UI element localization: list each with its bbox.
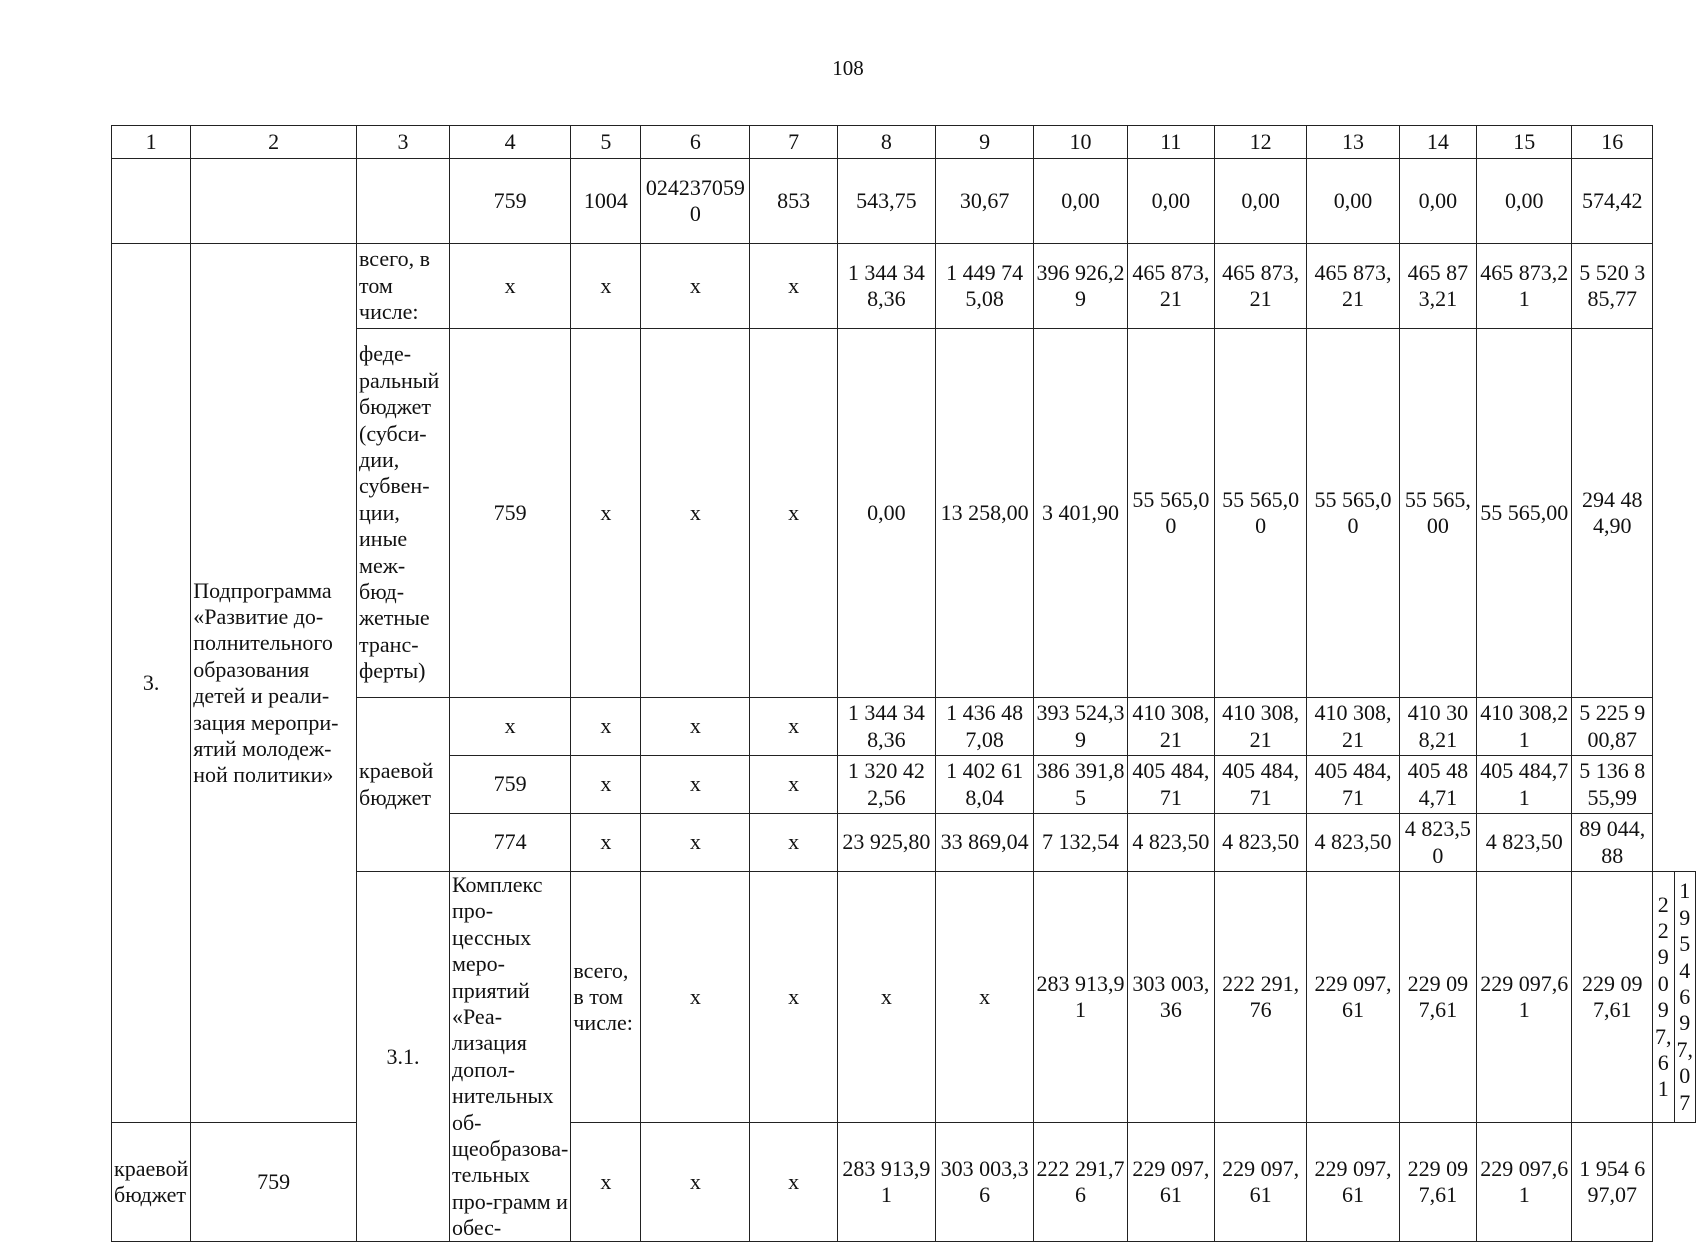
value-cell: 229 097,61 [1572,872,1653,1123]
header-cell: 1 [112,126,191,159]
value-cell: 465 873,21 [1127,244,1214,329]
value-cell: 5 136 855,99 [1572,756,1653,814]
value-cell: 55 565,00 [1215,329,1307,698]
grbs-code: 759 [191,1123,357,1242]
expense-type-code: x [750,1123,837,1242]
section-code: x [571,329,641,698]
value-cell: 4 823,50 [1215,814,1307,872]
value-cell: 1 402 618,04 [936,756,1034,814]
expense-type-code: x [750,814,837,872]
value-cell: 13 258,00 [936,329,1034,698]
value-cell: 5 225 900,87 [1572,698,1653,756]
value-cell: 405 484,71 [1127,756,1214,814]
target-code: 0242370590 [641,159,750,244]
grbs-code: 759 [449,329,570,698]
value-cell: 222 291,76 [1034,1123,1127,1242]
expense-type-code: x [750,329,837,698]
target-code: x [837,872,935,1123]
value-cell: 229 097,61 [1127,1123,1214,1242]
value-cell: 3 401,90 [1034,329,1127,698]
header-cell: 7 [750,126,837,159]
value-cell: 0,00 [1399,159,1476,244]
header-cell: 9 [936,126,1034,159]
section-code: x [571,698,641,756]
target-code: x [641,698,750,756]
value-cell: 1 449 745,08 [936,244,1034,329]
header-cell: 2 [191,126,357,159]
expense-type-code: 853 [750,159,837,244]
value-cell: 543,75 [837,159,935,244]
value-cell: 55 565,00 [1127,329,1214,698]
grbs-code: 759 [449,159,570,244]
header-cell: 12 [1215,126,1307,159]
funding-source: всего, в том числе: [357,244,450,329]
value-cell: 1 954 697,07 [1674,872,1696,1123]
header-cell: 3 [357,126,450,159]
table-row [112,244,1696,329]
value-cell: 4 823,50 [1399,814,1476,872]
value-cell: 23 925,80 [837,814,935,872]
value-cell: 4 823,50 [1127,814,1214,872]
value-cell: 229 097,61 [1477,1123,1572,1242]
value-cell: 0,00 [1034,159,1127,244]
target-code: x [641,814,750,872]
item-number: 3. [112,244,191,1123]
value-cell: 283 913,91 [1034,872,1127,1123]
value-cell: 4 823,50 [1477,814,1572,872]
value-cell: 465 873,21 [1477,244,1572,329]
value-cell: 4 823,50 [1307,814,1399,872]
expense-type-code: x [936,872,1034,1123]
value-cell: 396 926,29 [1034,244,1127,329]
value-cell: 55 565,00 [1477,329,1572,698]
target-code: x [641,244,750,329]
value-cell: 303 003,36 [1127,872,1214,1123]
value-cell: 229 097,61 [1307,872,1399,1123]
header-cell: 6 [641,126,750,159]
section-code: x [571,244,641,329]
header-cell: 5 [571,126,641,159]
empty-cell [357,159,450,244]
value-cell: 1 436 487,08 [936,698,1034,756]
value-cell: 1 344 348,36 [837,698,935,756]
header-cell: 14 [1399,126,1476,159]
value-cell: 222 291,76 [1215,872,1307,1123]
empty-cell [112,159,191,244]
expense-type-code: x [750,698,837,756]
target-code: x [641,329,750,698]
funding-source: всего, в том числе: [571,872,641,1123]
value-cell: 0,00 [1307,159,1399,244]
value-cell: 0,00 [1477,159,1572,244]
funding-source: краевой бюджет [357,698,450,872]
funding-source: краевой бюджет [112,1123,191,1242]
grbs-code: 774 [449,814,570,872]
section-code: x [571,814,641,872]
value-cell: 410 308,21 [1307,698,1399,756]
value-cell: 229 097,61 [1307,1123,1399,1242]
table-row [112,159,1696,244]
value-cell: 410 308,21 [1399,698,1476,756]
value-cell: 393 524,39 [1034,698,1127,756]
value-cell: 1 344 348,36 [837,244,935,329]
header-cell: 16 [1572,126,1653,159]
value-cell: 0,00 [837,329,935,698]
grbs-code: x [641,872,750,1123]
value-cell: 89 044,88 [1572,814,1653,872]
value-cell: 229 097,61 [1215,1123,1307,1242]
value-cell: 283 913,91 [837,1123,935,1242]
section-code: x [571,756,641,814]
value-cell: 55 565,00 [1399,329,1476,698]
header-cell: 13 [1307,126,1399,159]
value-cell: 229 097,61 [1653,872,1675,1123]
value-cell: 0,00 [1215,159,1307,244]
value-cell: 229 097,61 [1399,872,1476,1123]
value-cell: 33 869,04 [936,814,1034,872]
value-cell: 1 954 697,07 [1572,1123,1653,1242]
value-cell: 405 484,71 [1215,756,1307,814]
value-cell: 55 565,00 [1307,329,1399,698]
value-cell: 465 873,21 [1399,244,1476,329]
value-cell: 229 097,61 [1399,1123,1476,1242]
value-cell: 1 320 422,56 [837,756,935,814]
value-cell: 465 873,21 [1215,244,1307,329]
header-cell: 4 [449,126,570,159]
value-cell: 405 484,71 [1477,756,1572,814]
value-cell: 5 520 385,77 [1572,244,1653,329]
grbs-code: x [449,244,570,329]
table-row [112,1123,1696,1242]
value-cell: 410 308,21 [1215,698,1307,756]
value-cell: 405 484,71 [1307,756,1399,814]
value-cell: 30,67 [936,159,1034,244]
section-code: x [750,872,837,1123]
target-code: x [641,1123,750,1242]
program-name: Подпрограмма «Развитие до-полнительного образования детей и реали-зация меропри-ятий молодеж-ной политики» [191,244,357,1123]
expense-type-code: x [750,756,837,814]
value-cell: 7 132,54 [1034,814,1127,872]
header-cell: 11 [1127,126,1214,159]
value-cell: 465 873,21 [1307,244,1399,329]
value-cell: 229 097,61 [1477,872,1572,1123]
program-name: Комплекс про-цессных меро-приятий «Реа-лизация допол-нительных об-щеобразова-тельных про-грамм и обес- [449,872,570,1242]
section-code: 1004 [571,159,641,244]
page-number: 108 [832,56,864,80]
value-cell: 410 308,21 [1477,698,1572,756]
header-row [112,126,1696,159]
value-cell: 405 484,71 [1399,756,1476,814]
header-cell: 15 [1477,126,1572,159]
value-cell: 0,00 [1127,159,1214,244]
value-cell: 410 308,21 [1127,698,1214,756]
funding-source: феде-ральный бюджет (субси-дии, субвен-ции, иные меж-бюд-жетные транс-ферты) [357,329,450,698]
header-cell: 8 [837,126,935,159]
header-cell: 10 [1034,126,1127,159]
empty-cell [191,159,357,244]
expense-type-code: x [750,244,837,329]
value-cell: 294 484,90 [1572,329,1653,698]
section-code: x [571,1123,641,1242]
budget-table [111,125,1696,1242]
grbs-code: 759 [449,756,570,814]
target-code: x [641,756,750,814]
grbs-code: x [449,698,570,756]
value-cell: 386 391,85 [1034,756,1127,814]
value-cell: 574,42 [1572,159,1653,244]
item-number: 3.1. [357,872,450,1242]
value-cell: 303 003,36 [936,1123,1034,1242]
